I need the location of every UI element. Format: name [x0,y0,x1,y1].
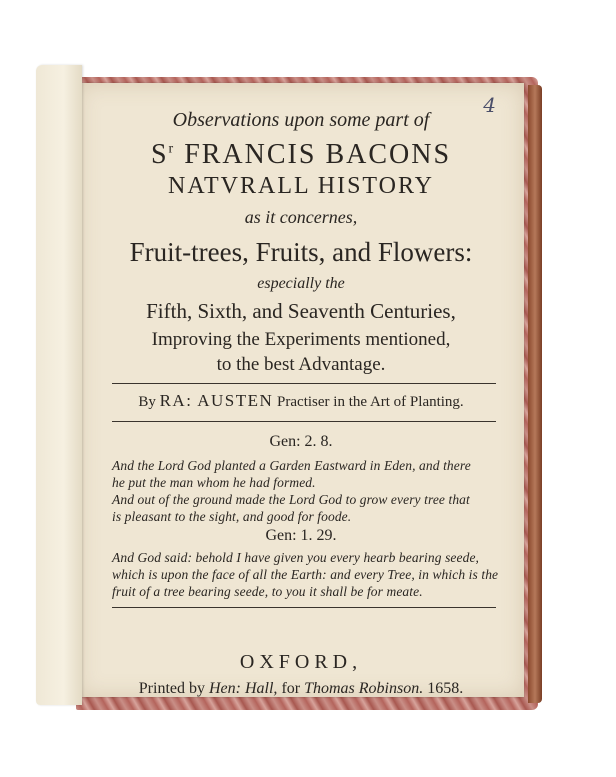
title-line-1: Observations upon some part of [172,109,430,131]
imprint-line [78,680,524,698]
imprint-printed-by: Printed by [138,680,205,697]
scripture-quote-3-line-2: which is upon the face of all the Earth: and every Tree, in which is the [112,567,499,582]
scripture-reference-2: Gen: 1. 29. [265,527,337,544]
title-line-4: as it concernes, [244,207,358,227]
title-line-6: especially the [257,275,345,292]
rule-above-byline [112,383,496,384]
title-line-7: Fifth, Sixth, and Seaventh Centuries, [146,299,456,323]
title-line-2-prefix: S [150,139,169,170]
scripture-quote-3-line-3: fruit of a tree bearing seede, to you it shall be for meate. [112,584,423,599]
imprint-bookseller: Thomas Robinson. [304,680,424,697]
title-line-2-superscript: r [168,141,176,157]
imprint-place: OXFORD, [239,651,363,673]
scripture-quote-1-line-2: he put the man whom he had formed. [112,475,316,490]
scripture-quote-3-line-1: And God said: behold I have given you every hearb bearing seede, [112,550,480,565]
book [36,65,546,710]
rule-below-byline [112,421,496,422]
scripture-quote-2-line-1: And out of the ground made the Lord God to grow every tree that [112,492,470,507]
rule-above-imprint [112,607,496,608]
scripture-quote-1-line-1: And the Lord God planted a Garden Eastward in Eden, and there [112,458,471,473]
byline-description: Practiser in the Art of Planting. [277,394,464,410]
leather-spine-edge [528,85,542,703]
imprint-for: for [281,680,301,697]
byline-by: By [138,394,156,410]
title-line-2 [78,139,524,171]
title-line-8: Improving the Experiments mentioned, [151,329,451,350]
title-line-3: NATVRALL HISTORY [167,173,434,199]
scripture-quote-2-line-2: is pleasant to the sight, and good for foode. [112,509,352,524]
byline-author: RA: AUSTEN [159,391,274,410]
title-line-2-name: FRANCIS BACONS [184,139,452,170]
imprint-printer: Hen: Hall, [209,680,278,697]
scripture-reference-1: Gen: 2. 8. [269,433,333,450]
title-line-9: to the best Advantage. [216,354,386,375]
pencil-page-number: 4 [483,93,496,117]
flyleaf-edge [36,65,82,705]
imprint-year: 1658. [427,680,464,697]
title-page [78,83,524,697]
byline [78,391,524,411]
title-line-5: Fruit-trees, Fruits, and Flowers: [129,237,473,267]
